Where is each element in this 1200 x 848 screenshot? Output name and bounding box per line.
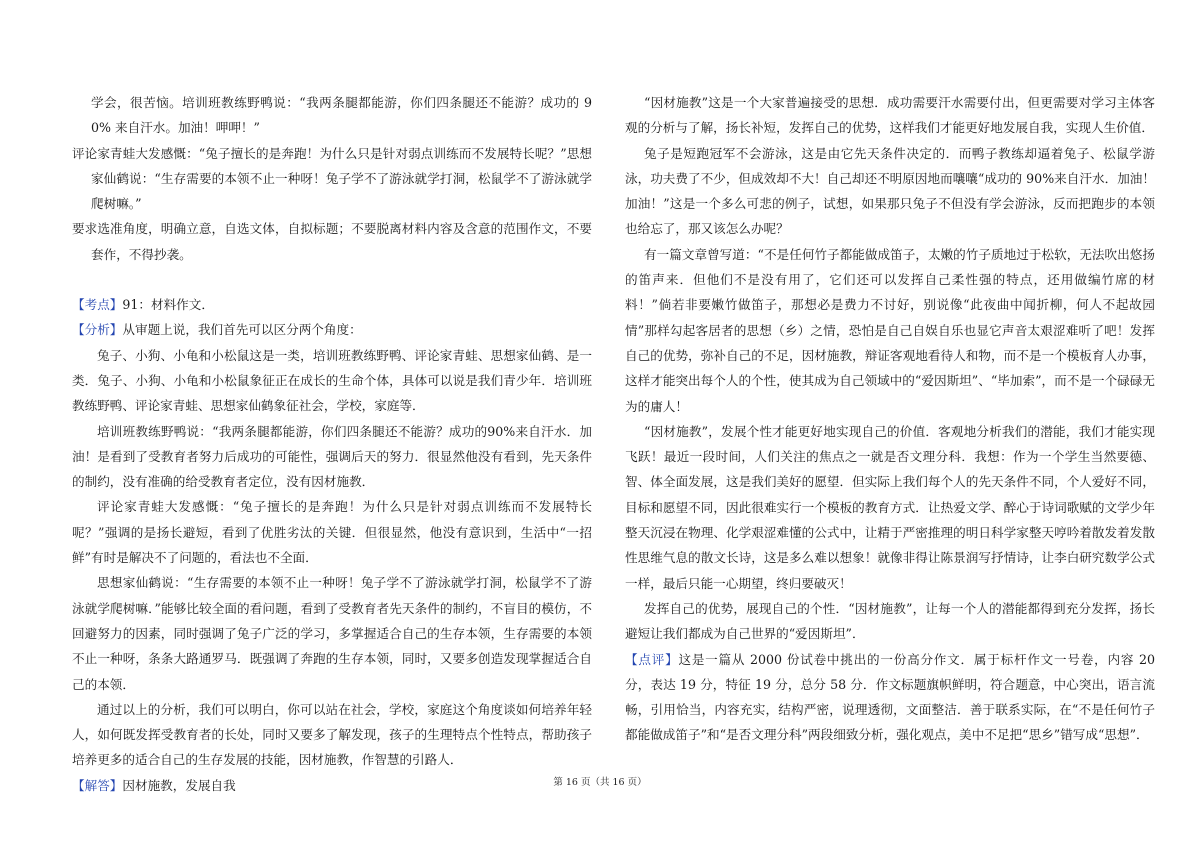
analysis-paragraph-1: 兔子、小狗、小龟和小松鼠这是一类，培训班教练野鸭、评论家青蛙、思想家仙鹤、是一类．兔子、小狗、小龟和小松鼠象征正在成长的生命个体，具体可以说是我们青少年．培训班教练野鸭、评论家青蛙、思想家仙鹤象征社会，学校，家庭等． xyxy=(72,347,592,414)
fenxi-text: 从审题上说，我们首先可以区分两个角度： xyxy=(122,322,362,338)
jieda-text: 因材施教，发展自我 xyxy=(122,777,236,793)
analysis-paragraph-2: 培训班教练野鸭说：“我两条腿都能游，你们四条腿还不能游？成功的90%来自汗水．加油！是看到了受教育者努力后成功的可能性，强调后天的努力．很显然他没有看到，先天条件的制约，没有准确的给受教育者定位，没有因材施教． xyxy=(72,423,592,490)
spacer xyxy=(72,267,592,292)
writing-requirements: 要求选准角度，明确立意，自选文体，自拟标题；不要脱离材料内容及含意的范围作文，不要套作，不得抄袭。 xyxy=(72,221,592,262)
dianping-section xyxy=(625,647,1155,748)
left-column xyxy=(72,90,592,798)
essay-paragraph-3: 有一篇文章曾写道：“不是任何竹子都能做成笛子，太嫩的竹子质地过于松软，无法吹出悠扬的笛声来．但他们不是没有用了，它们还可以发挥自己柔性强的特点，还用做编竹席的材料！”倘若非要嫩竹做笛子，那想必是费力不讨好，别说像“此夜曲中闻折柳，何人不起故园情”那样勾起客居者的思想（乡）之情，恐怕是自己自娱自乐也显它声音太艰涩难听了吧！发挥自己的优势，弥补自己的不足，因材施教，辩证客观地看待人和物，而不是一个模板育人办事，这样才能突出每个人的个性，使其成为自己领域中的“爱因斯坦”、“毕加索”，而不是一个碌碌无为的庸人！ xyxy=(625,246,1155,414)
fenxi-section xyxy=(72,317,592,342)
essay-paragraph-5: 发挥自己的优势，展现自己的个性．“因材施教”，让每一个人的潜能都得到充分发挥，扬长避短让我们都成为自己世界的“爱因斯坦”． xyxy=(625,600,1155,642)
material-paragraph-1: 学会，很苦恼。培训班教练野鸭说：“我两条腿都能游，你们四条腿还不能游？成功的 90% 来自汗水。加油！呷呷！” xyxy=(91,95,592,136)
analysis-paragraph-5: 通过以上的分析，我们可以明白，你可以站在社会，学校，家庭这个角度谈如何培养年轻人，如何既发挥受教育者的长处，同时又要多了解发现，孩子的生理特点个性特点，帮助孩子培养更多的适合自己的生存发展的技能，因材施教，作智慧的引路人． xyxy=(72,701,592,768)
dianping-tag: 【点评】 xyxy=(625,651,679,667)
kaodian-section xyxy=(72,292,592,317)
essay-paragraph-1: “因材施教”这是一个大家普遍接受的思想．成功需要汗水需要付出，但更需要对学习主体客观的分析与了解，扬长补短，发挥自己的优势，这样我们才能更好地发展自我，实现人生价值． xyxy=(625,95,1155,136)
essay-paragraph-4: “因材施教”，发展个性才能更好地实现自己的价值．客观地分析我们的潜能，我们才能实现飞跃！最近一段时间，人们关注的焦点之一就是否文理分科．我想：作为一个学生当然要德、智、体全面发展，这是我们美好的愿望．但实际上我们每个人的先天条件不同，个人爱好不同，目标和愿望不同，因此很难实行一个模板的教育方式．让热爱文学、醉心于诗词歌赋的文学少年整天沉浸在物理、化学艰涩难懂的公式中，让精于严密推理的明日科学家整天哼吟着散发着发散性思维气息的散文长诗，这是多么难以想象！就像非得让陈景润写抒情诗，让李白研究数学公式一样，最后只能一心期望，终归要破灭！ xyxy=(625,423,1155,591)
dianping-text: 这是一篇从 2000 份试卷中挑出的一份高分作文．属于标杆作文一号卷，内容 20 分，表达 19 分，特征 19 分，总分 58 分．作文标题旗帜鲜明，符合题意，中心突出，语言流畅，引用恰当，内容充实，结构严密，说理透彻，文面整洁．善于联系实际，在“不是任何竹子都能做成笛子”和“是否文理分科”两段细致分析，强化观点，美中不足把“思乡”错写成“思想”． xyxy=(625,651,1156,743)
kaodian-tag: 【考点】 xyxy=(72,297,123,313)
jieda-tag: 【解答】 xyxy=(72,777,123,793)
material-paragraph-2: 评论家青蛙大发感慨：“兔子擅长的是奔跑！为什么只是针对弱点训练而不发展特长呢？”思想家仙鹤说：“生存需要的本领不止一种呀！兔子学不了游泳就学打洞，松鼠学不了游泳就学爬树嘛。” xyxy=(72,145,592,212)
right-column xyxy=(625,90,1155,748)
essay-paragraph-2: 兔子是短跑冠军不会游泳，这是由它先天条件决定的．而鸭子教练却逼着兔子、松鼠学游泳，功夫费了不少，但成效却不大！自己却还不明原因地而嚷嚷“成功的 90%来自汗水．加油！加油！”这是一个多么可悲的例子，试想，如果那只兔子不但没有学会游泳，反而把跑步的本领也给忘了，那又该怎么办呢？ xyxy=(625,145,1155,237)
page-number-footer: 第 16 页（共 16 页） xyxy=(553,777,647,788)
analysis-paragraph-4: 思想家仙鹤说：“生存需要的本领不止一种呀！兔子学不了游泳就学打洞，松鼠学不了游泳就学爬树嘛．”能够比较全面的看问题，看到了受教育者先天条件的制约，不盲目的模仿，不回避努力的因素，同时强调了兔子广泛的学习，多掌握适合自己的生存本领，生存需要的本领不止一种呀，条条大路通罗马．既强调了奔跑的生存本领，同时，又要多创造发现掌握适合自己的本领． xyxy=(72,575,592,692)
analysis-paragraph-3: 评论家青蛙大发感慨：“兔子擅长的是奔跑！为什么只是针对弱点训练而不发展特长呢？”强调的是扬长避短，看到了优胜劣汰的关键．但很显然，他没有意识到，生活中“一招鲜”有时是解决不了问题的，看法也不全面． xyxy=(72,499,592,566)
fenxi-tag: 【分析】 xyxy=(72,322,123,338)
kaodian-text: 91：材料作文． xyxy=(122,297,214,313)
